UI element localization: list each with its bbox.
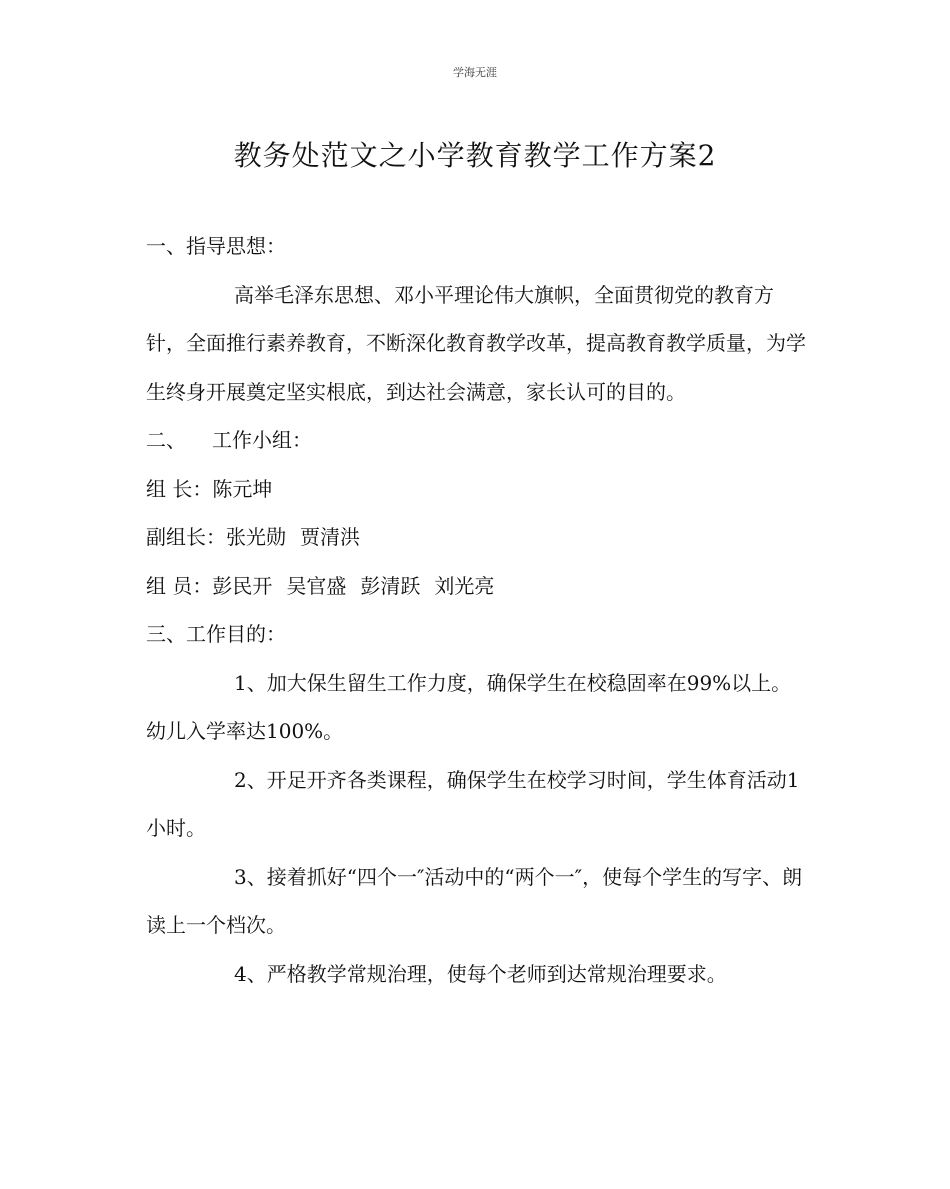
- goal-item: 3、接着抓好“四个一″活动中的“两个一″，使每个学生的写字、朗读上一个档次。: [146, 864, 803, 937]
- goal-item: 1、加大保生留生工作力度，确保学生在校稳固率在99%以上。幼儿入学率达100%。: [146, 670, 792, 743]
- member-name: 吴官盛: [286, 573, 347, 598]
- page-header: 学海无涯: [453, 66, 497, 79]
- vice-name: 贾清洪: [300, 525, 360, 549]
- document-body: [146, 222, 806, 998]
- member-name: 彭清跃: [360, 573, 421, 598]
- document-title: 教务处范文之小学教育教学工作方案2: [233, 139, 717, 172]
- members-line: [146, 562, 806, 611]
- section-number: 二、: [146, 428, 186, 452]
- member-name: 刘光亮: [434, 573, 495, 598]
- section-heading-text: 工作小组：: [212, 428, 312, 452]
- paragraph-guiding-thought: 高举毛泽东思想、邓小平理论伟大旗帜，全面贯彻党的教育方针，全面推行素养教育，不断深化教育教学改革，提高教育教学质量，为学生终身开展奠定坚实根底，到达社会满意，家长认可的目的。: [146, 282, 806, 404]
- member-name: 彭民开: [212, 573, 273, 598]
- leader-label: 组 长：: [146, 476, 213, 501]
- section-heading-work-goals: 三、工作目的：: [146, 622, 286, 646]
- vice-leader-line: [146, 513, 806, 562]
- vice-label: 副组长：: [146, 525, 226, 549]
- goal-item: 4、严格教学常规治理，使每个老师到达常规治理要求。: [234, 961, 727, 986]
- goal-item: 2、开足开齐各类课程，确保学生在校学习时间，学生体育活动1小时。: [146, 767, 800, 840]
- group-leader-line: [146, 465, 806, 514]
- section-heading-work-group: [146, 416, 806, 465]
- leader-name: 陈元坤: [212, 476, 273, 501]
- vice-name: 张光勋: [226, 525, 286, 549]
- member-label: 组 员：: [146, 573, 213, 598]
- section-heading-guiding-thought: 一、指导思想：: [146, 234, 286, 258]
